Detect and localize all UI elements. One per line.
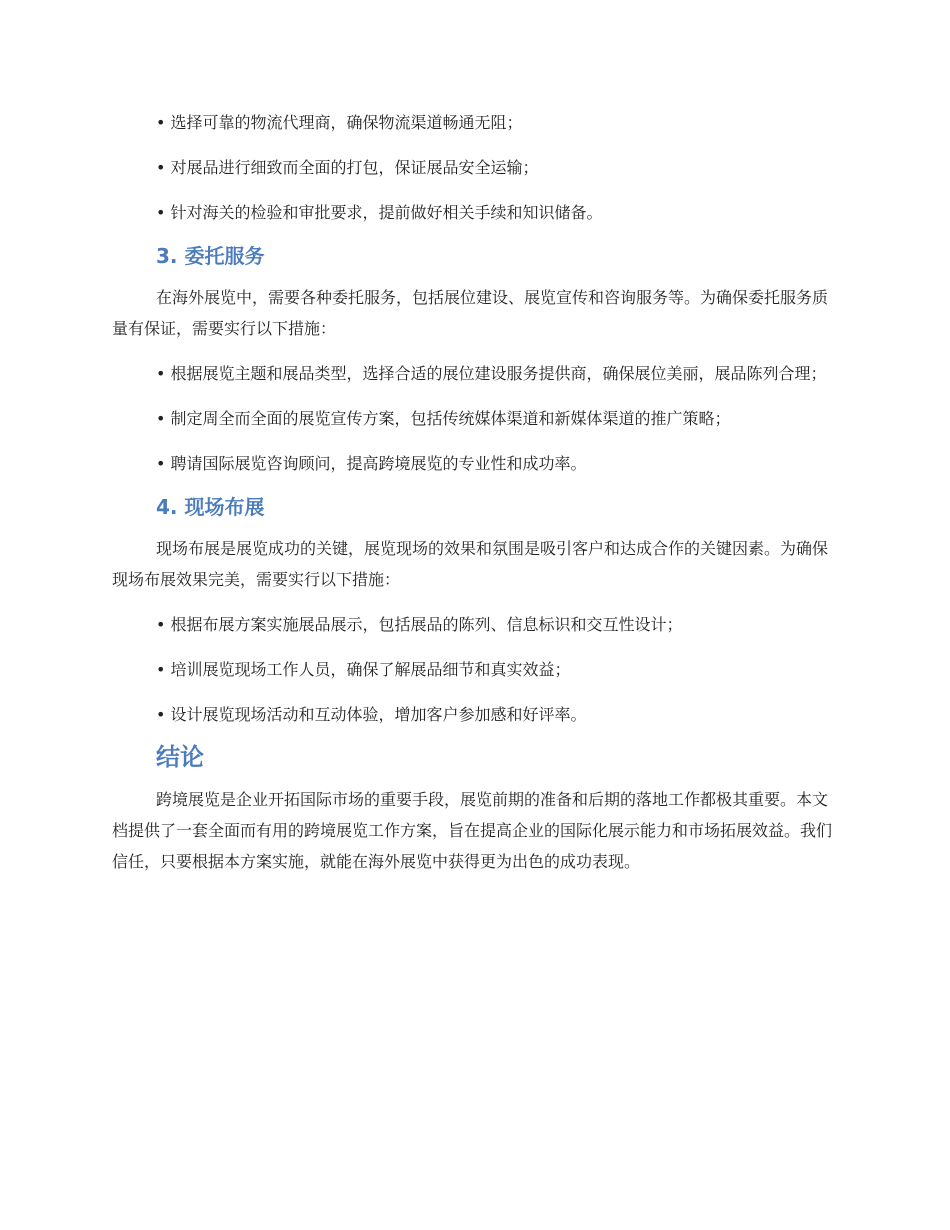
section-heading-entrusted-services: 3. 委托服务	[156, 244, 265, 268]
list-item: • 设计展览现场活动和互动体验，增加客户参加感和好评率。	[156, 705, 587, 724]
conclusion-heading: 结论	[156, 743, 204, 771]
list-item: • 对展品进行细致而全面的打包，保证展品安全运输；	[156, 158, 539, 177]
section-heading-onsite-setup: 4. 现场布展	[156, 495, 265, 519]
list-item: • 制定周全而全面的展览宣传方案，包括传统媒体渠道和新媒体渠道的推广策略；	[156, 409, 731, 428]
list-item: • 针对海关的检验和审批要求，提前做好相关手续和知识储备。	[156, 203, 603, 222]
list-item: • 选择可靠的物流代理商，确保物流渠道畅通无阻；	[156, 113, 523, 132]
list-item: • 根据布展方案实施展品展示，包括展品的陈列、信息标识和交互性设计；	[156, 615, 683, 634]
section-paragraph: 现场布展是展览成功的关键，展览现场的效果和氛围是吸引客户和达成合作的关键因素。为确保现场布展效果完美，需要实行以下措施：	[112, 539, 829, 589]
list-item: • 培训展览现场工作人员，确保了解展品细节和真实效益；	[156, 660, 571, 679]
document-content	[112, 107, 838, 877]
section-paragraph: 在海外展览中，需要各种委托服务，包括展位建设、展览宣传和咨询服务等。为确保委托服务质量有保证，需要实行以下措施：	[112, 288, 829, 338]
conclusion-paragraph: 跨境展览是企业开拓国际市场的重要手段，展览前期的准备和后期的落地工作都极其重要。本文档提供了一套全面而有用的跨境展览工作方案，旨在提高企业的国际化展示能力和市场拓展效益。我们信任，只要根据本方案实施，就能在海外展览中获得更为出色的成功表现。	[112, 790, 833, 871]
list-item: • 根据展览主题和展品类型，选择合适的展位建设服务提供商，确保展位美丽，展品陈列合理；	[156, 364, 827, 383]
list-item: • 聘请国际展览咨询顾问，提高跨境展览的专业性和成功率。	[156, 454, 587, 473]
